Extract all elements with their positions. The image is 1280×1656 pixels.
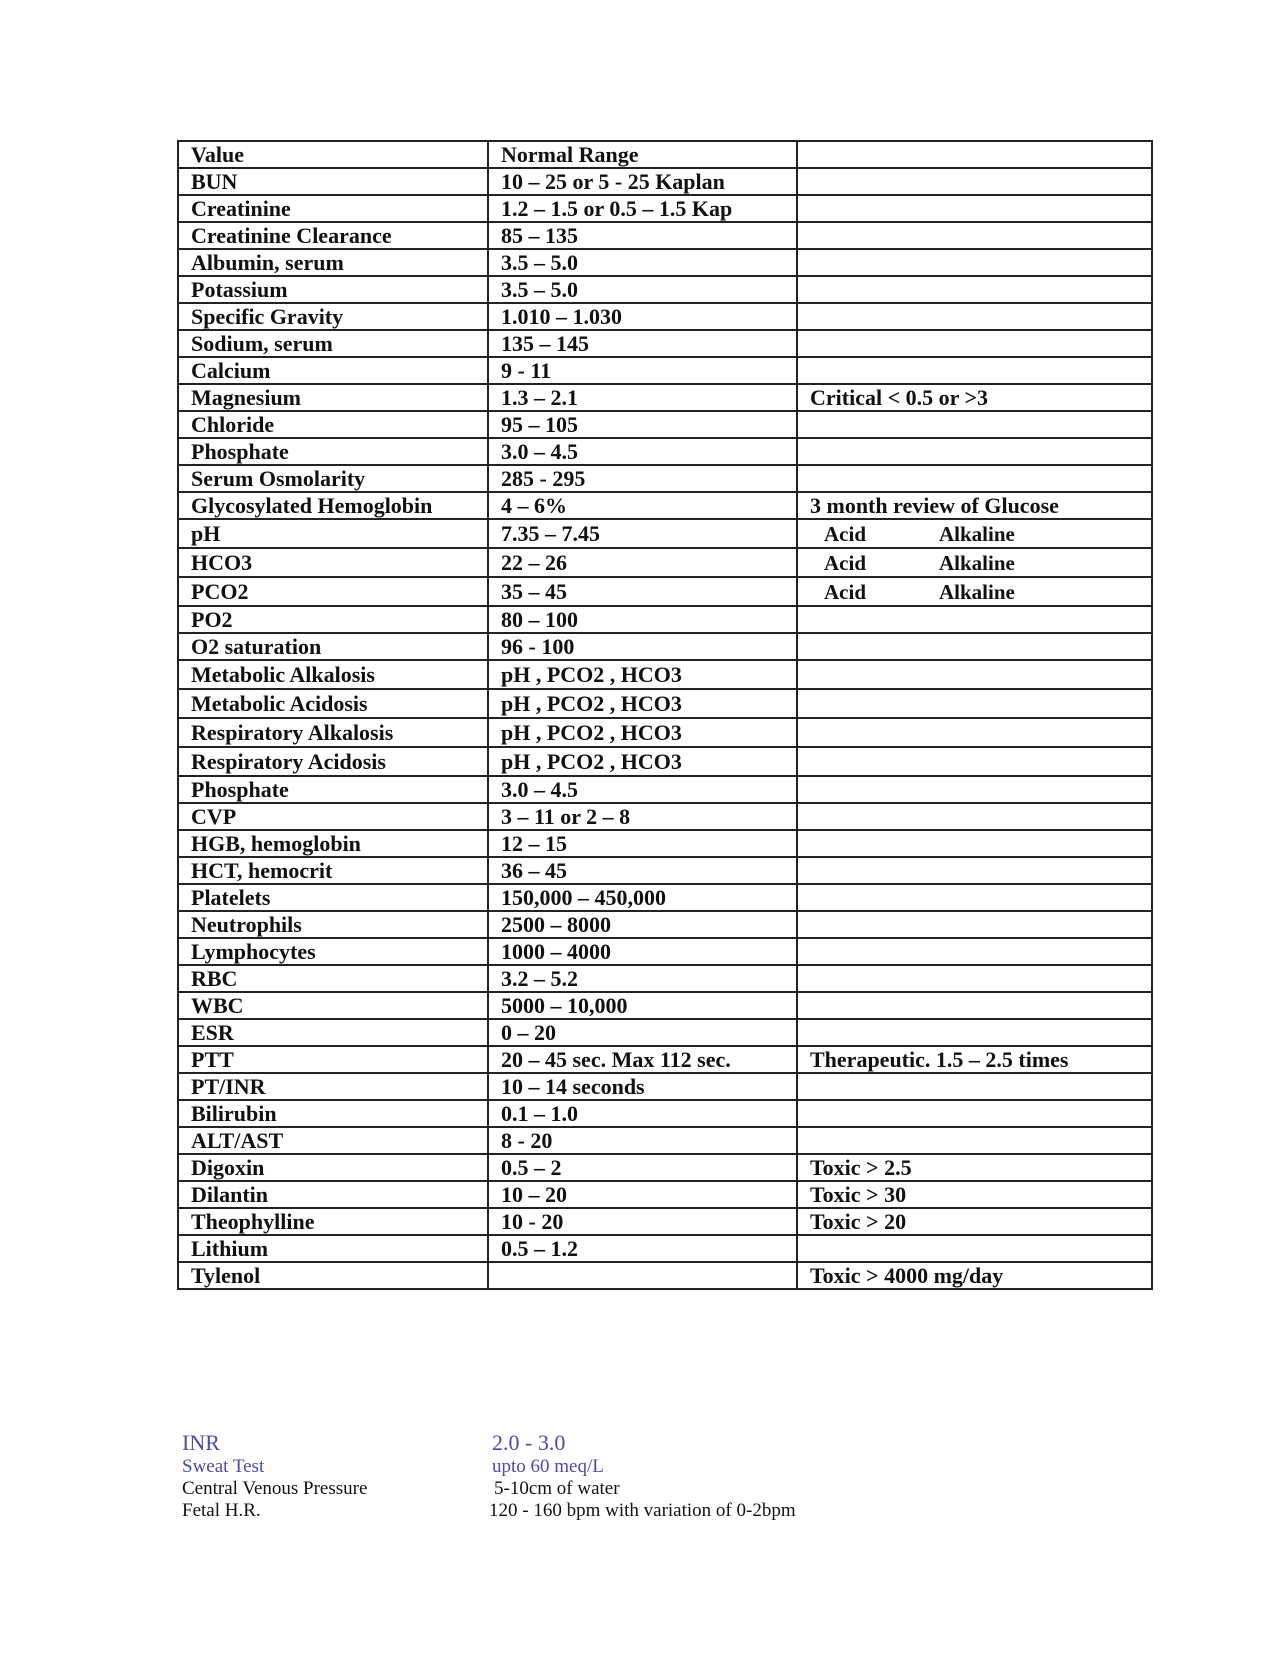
normal-range-cell: 1.2 – 1.5 or 0.5 – 1.5 Kap xyxy=(488,195,797,222)
value-cell: Digoxin xyxy=(178,1154,488,1181)
normal-range-cell: 3.0 – 4.5 xyxy=(488,776,797,803)
normal-range-cell xyxy=(488,1262,797,1289)
value-cell: CVP xyxy=(178,803,488,830)
normal-range-cell: 22 – 26 xyxy=(488,548,797,577)
value-cell: PT/INR xyxy=(178,1073,488,1100)
note-label: INR xyxy=(182,1430,220,1455)
table-row xyxy=(178,577,1152,606)
table-row xyxy=(178,1181,1152,1208)
table-row xyxy=(178,330,1152,357)
value-cell: HGB, hemoglobin xyxy=(178,830,488,857)
value-cell: Platelets xyxy=(178,884,488,911)
normal-range-cell: pH , PCO2 , HCO3 xyxy=(488,660,797,689)
normal-range-cell: 3.2 – 5.2 xyxy=(488,965,797,992)
normal-range-cell: pH , PCO2 , HCO3 xyxy=(488,747,797,776)
value-cell: Neutrophils xyxy=(178,911,488,938)
value-cell: Tylenol xyxy=(178,1262,488,1289)
notes-cell xyxy=(797,689,1152,718)
normal-range-cell: 10 - 20 xyxy=(488,1208,797,1235)
notes-cell xyxy=(797,276,1152,303)
value-cell: PCO2 xyxy=(178,577,488,606)
notes-cell: 3 month review of Glucose xyxy=(797,492,1152,519)
note-label: Sweat Test xyxy=(182,1456,265,1477)
value-cell: PTT xyxy=(178,1046,488,1073)
table-row xyxy=(178,992,1152,1019)
notes-cell xyxy=(797,519,1152,548)
table-row xyxy=(178,803,1152,830)
notes-cell xyxy=(797,606,1152,633)
alkaline-label: Alkaline xyxy=(939,550,1015,575)
normal-range-cell: 1.3 – 2.1 xyxy=(488,384,797,411)
notes-cell xyxy=(797,222,1152,249)
notes-cell xyxy=(797,965,1152,992)
table-row xyxy=(178,1127,1152,1154)
note-value: upto 60 meq/L xyxy=(492,1456,604,1477)
table-row xyxy=(178,776,1152,803)
normal-range-cell: 7.35 – 7.45 xyxy=(488,519,797,548)
normal-range-cell: 10 – 20 xyxy=(488,1181,797,1208)
normal-range-cell: 2500 – 8000 xyxy=(488,911,797,938)
alkaline-label: Alkaline xyxy=(939,579,1015,604)
notes-cell xyxy=(797,1100,1152,1127)
normal-range-cell: 1.010 – 1.030 xyxy=(488,303,797,330)
notes-cell xyxy=(797,141,1152,168)
notes-cell: Toxic > 30 xyxy=(797,1181,1152,1208)
value-cell: Chloride xyxy=(178,411,488,438)
value-cell: Glycosylated Hemoglobin xyxy=(178,492,488,519)
notes-cell xyxy=(797,803,1152,830)
note-row-sweat-test xyxy=(182,1456,982,1478)
table-row xyxy=(178,465,1152,492)
notes-cell xyxy=(797,660,1152,689)
normal-range-cell: 95 – 105 xyxy=(488,411,797,438)
note-row-fetal-hr xyxy=(182,1500,982,1522)
notes-cell xyxy=(797,633,1152,660)
value-cell: Creatinine Clearance xyxy=(178,222,488,249)
notes-cell: Toxic > 2.5 xyxy=(797,1154,1152,1181)
normal-range-cell: 9 - 11 xyxy=(488,357,797,384)
note-value: 120 - 160 bpm with variation of 0-2bpm xyxy=(489,1500,796,1521)
table-row xyxy=(178,411,1152,438)
value-cell: Phosphate xyxy=(178,438,488,465)
notes-cell xyxy=(797,357,1152,384)
value-cell: Lithium xyxy=(178,1235,488,1262)
notes-cell: Toxic > 4000 mg/day xyxy=(797,1262,1152,1289)
notes-cell xyxy=(797,195,1152,222)
value-cell: BUN xyxy=(178,168,488,195)
value-cell: HCT, hemocrit xyxy=(178,857,488,884)
normal-range-cell: 3.0 – 4.5 xyxy=(488,438,797,465)
value-cell: Phosphate xyxy=(178,776,488,803)
value-cell: Respiratory Acidosis xyxy=(178,747,488,776)
table-row xyxy=(178,606,1152,633)
table-row xyxy=(178,195,1152,222)
table-row xyxy=(178,1100,1152,1127)
table-row xyxy=(178,384,1152,411)
table-row xyxy=(178,492,1152,519)
normal-range-cell: 0.5 – 2 xyxy=(488,1154,797,1181)
notes-cell: Critical < 0.5 or >3 xyxy=(797,384,1152,411)
table-row xyxy=(178,1154,1152,1181)
note-row-central-venous-pressure xyxy=(182,1478,982,1500)
normal-range-cell: Normal Range xyxy=(488,141,797,168)
note-row-inr xyxy=(182,1430,982,1456)
normal-range-cell: 3.5 – 5.0 xyxy=(488,249,797,276)
normal-range-cell: 135 – 145 xyxy=(488,330,797,357)
normal-range-cell: pH , PCO2 , HCO3 xyxy=(488,689,797,718)
table-row xyxy=(178,857,1152,884)
notes-cell xyxy=(797,465,1152,492)
table-row xyxy=(178,1019,1152,1046)
value-cell: Specific Gravity xyxy=(178,303,488,330)
value-cell: Serum Osmolarity xyxy=(178,465,488,492)
normal-range-cell: 35 – 45 xyxy=(488,577,797,606)
value-cell: Respiratory Alkalosis xyxy=(178,718,488,747)
notes-cell: Toxic > 20 xyxy=(797,1208,1152,1235)
table-row xyxy=(178,911,1152,938)
normal-range-cell: 0.5 – 1.2 xyxy=(488,1235,797,1262)
normal-range-cell: 10 – 14 seconds xyxy=(488,1073,797,1100)
table-row xyxy=(178,718,1152,747)
normal-range-cell: 96 - 100 xyxy=(488,633,797,660)
table-row xyxy=(178,884,1152,911)
notes-cell xyxy=(797,857,1152,884)
table-row xyxy=(178,303,1152,330)
normal-range-cell: 36 – 45 xyxy=(488,857,797,884)
value-cell: ALT/AST xyxy=(178,1127,488,1154)
value-cell: HCO3 xyxy=(178,548,488,577)
normal-range-cell: 150,000 – 450,000 xyxy=(488,884,797,911)
table-row xyxy=(178,357,1152,384)
normal-range-cell: 20 – 45 sec. Max 112 sec. xyxy=(488,1046,797,1073)
value-cell: Albumin, serum xyxy=(178,249,488,276)
normal-range-cell: 4 – 6% xyxy=(488,492,797,519)
value-cell: Bilirubin xyxy=(178,1100,488,1127)
normal-range-cell: 0 – 20 xyxy=(488,1019,797,1046)
table-row xyxy=(178,633,1152,660)
table-row xyxy=(178,1046,1152,1073)
notes-cell xyxy=(797,884,1152,911)
value-cell: Potassium xyxy=(178,276,488,303)
value-cell: Dilantin xyxy=(178,1181,488,1208)
table-row xyxy=(178,276,1152,303)
note-value: 2.0 - 3.0 xyxy=(492,1430,566,1455)
notes-cell xyxy=(797,548,1152,577)
table-header-row xyxy=(178,141,1152,168)
note-value: 5-10cm of water xyxy=(494,1478,620,1499)
normal-range-cell: 1000 – 4000 xyxy=(488,938,797,965)
table-row xyxy=(178,1235,1152,1262)
note-label: Central Venous Pressure xyxy=(182,1478,368,1499)
value-cell: Lymphocytes xyxy=(178,938,488,965)
notes-cell xyxy=(797,992,1152,1019)
normal-range-cell: 5000 – 10,000 xyxy=(488,992,797,1019)
table-row xyxy=(178,1262,1152,1289)
notes-cell xyxy=(797,1235,1152,1262)
value-cell: PO2 xyxy=(178,606,488,633)
table-row xyxy=(178,938,1152,965)
notes-cell xyxy=(797,911,1152,938)
normal-range-cell: 85 – 135 xyxy=(488,222,797,249)
normal-range-cell: 3.5 – 5.0 xyxy=(488,276,797,303)
value-cell: RBC xyxy=(178,965,488,992)
notes-cell xyxy=(797,830,1152,857)
notes-cell xyxy=(797,1019,1152,1046)
normal-range-cell: 3 – 11 or 2 – 8 xyxy=(488,803,797,830)
note-label: Fetal H.R. xyxy=(182,1500,261,1521)
normal-range-cell: pH , PCO2 , HCO3 xyxy=(488,718,797,747)
value-cell: Metabolic Acidosis xyxy=(178,689,488,718)
value-cell: Metabolic Alkalosis xyxy=(178,660,488,689)
normal-range-cell: 80 – 100 xyxy=(488,606,797,633)
notes-cell xyxy=(797,718,1152,747)
table-row xyxy=(178,747,1152,776)
table-row xyxy=(178,548,1152,577)
notes-cell xyxy=(797,411,1152,438)
table-row xyxy=(178,660,1152,689)
table-row xyxy=(178,965,1152,992)
value-cell: Creatinine xyxy=(178,195,488,222)
notes-cell xyxy=(797,1127,1152,1154)
value-cell: Theophylline xyxy=(178,1208,488,1235)
notes-cell xyxy=(797,438,1152,465)
notes-cell xyxy=(797,577,1152,606)
acid-label: Acid xyxy=(824,521,866,546)
acid-label: Acid xyxy=(824,550,866,575)
value-cell: Sodium, serum xyxy=(178,330,488,357)
notes-cell xyxy=(797,303,1152,330)
value-cell: pH xyxy=(178,519,488,548)
alkaline-label: Alkaline xyxy=(939,521,1015,546)
acid-label: Acid xyxy=(824,579,866,604)
normal-range-cell: 12 – 15 xyxy=(488,830,797,857)
notes-cell xyxy=(797,938,1152,965)
notes-cell xyxy=(797,168,1152,195)
additional-notes xyxy=(182,1430,982,1522)
notes-cell xyxy=(797,747,1152,776)
normal-range-cell: 10 – 25 or 5 - 25 Kaplan xyxy=(488,168,797,195)
value-cell: ESR xyxy=(178,1019,488,1046)
table-row xyxy=(178,1073,1152,1100)
table-row xyxy=(178,222,1152,249)
table-row xyxy=(178,249,1152,276)
normal-range-cell: 8 - 20 xyxy=(488,1127,797,1154)
lab-values-table xyxy=(177,140,1153,1290)
value-cell: WBC xyxy=(178,992,488,1019)
table-row xyxy=(178,438,1152,465)
notes-cell xyxy=(797,776,1152,803)
value-cell: Magnesium xyxy=(178,384,488,411)
notes-cell xyxy=(797,330,1152,357)
value-cell: Value xyxy=(178,141,488,168)
normal-range-cell: 285 - 295 xyxy=(488,465,797,492)
table-row xyxy=(178,1208,1152,1235)
table-row xyxy=(178,168,1152,195)
value-cell: Calcium xyxy=(178,357,488,384)
notes-cell xyxy=(797,1073,1152,1100)
table-row xyxy=(178,689,1152,718)
table-row xyxy=(178,830,1152,857)
notes-cell: Therapeutic. 1.5 – 2.5 times xyxy=(797,1046,1152,1073)
table-row xyxy=(178,519,1152,548)
notes-cell xyxy=(797,249,1152,276)
lab-values-table-body xyxy=(178,141,1152,1289)
value-cell: O2 saturation xyxy=(178,633,488,660)
normal-range-cell: 0.1 – 1.0 xyxy=(488,1100,797,1127)
